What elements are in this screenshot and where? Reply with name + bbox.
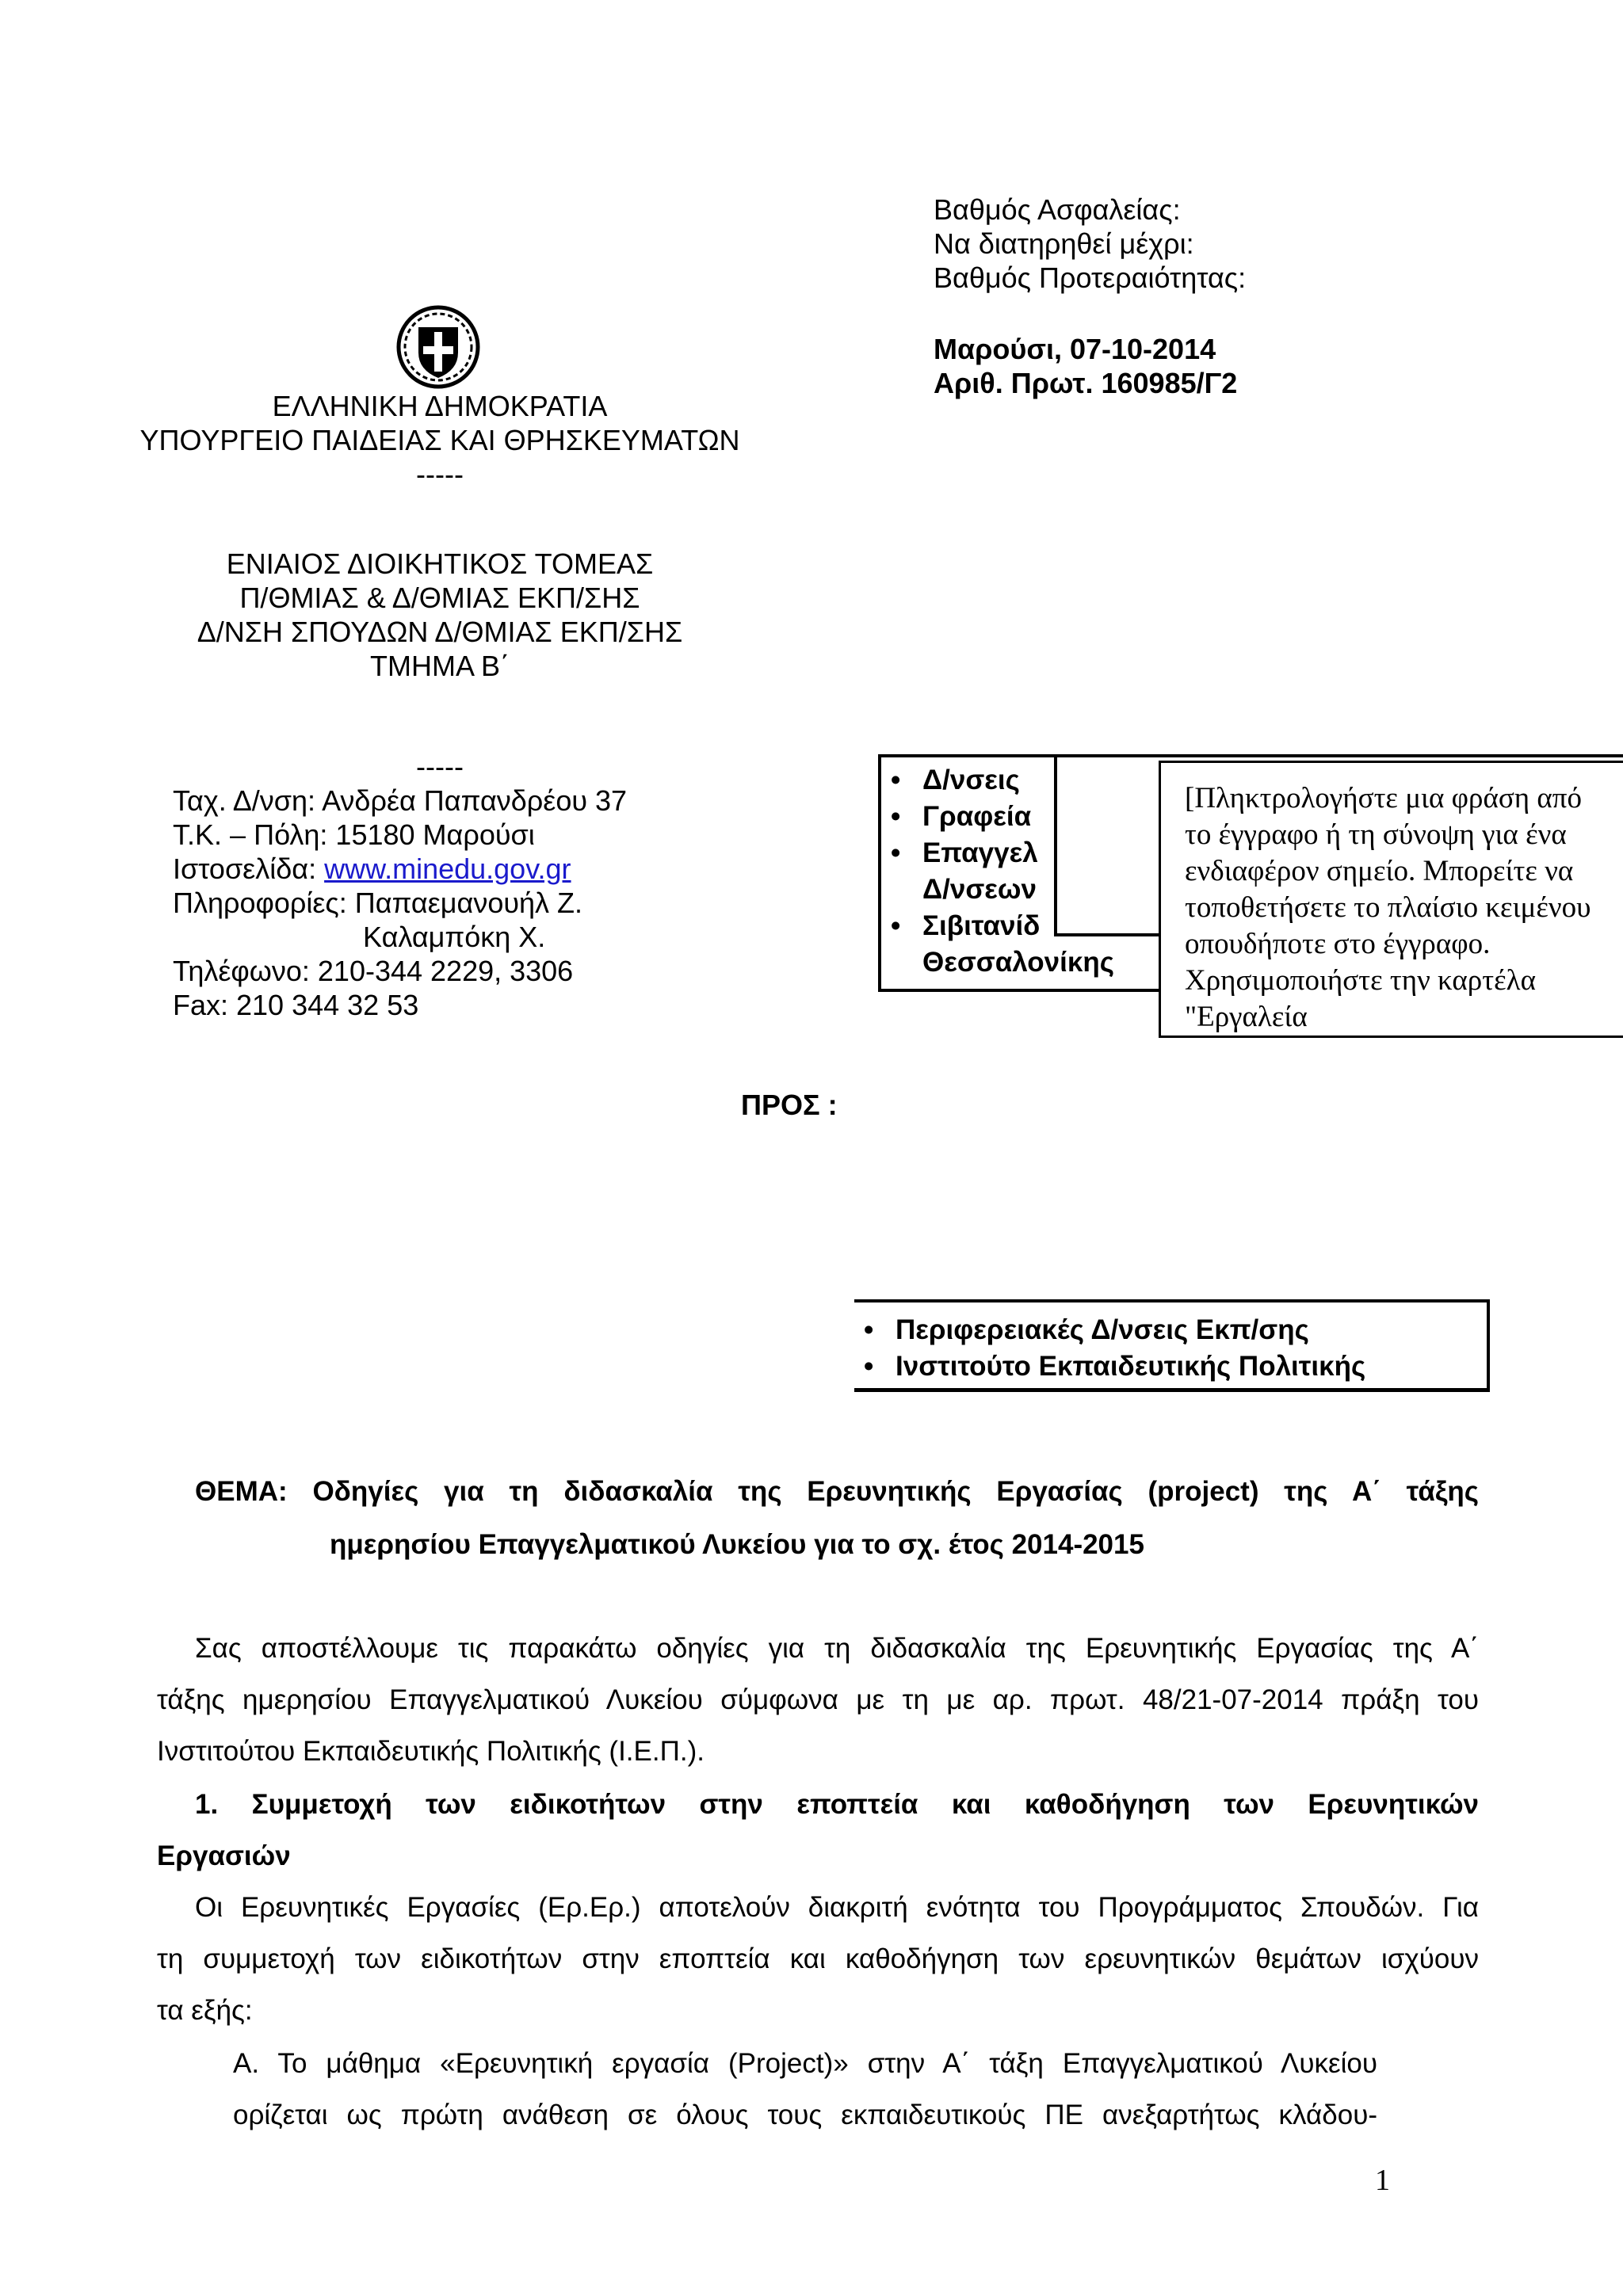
retain-until-label: Να διατηρηθεί μέχρι: xyxy=(934,227,1194,260)
contact-separator: ----- xyxy=(416,750,464,783)
greek-coat-of-arms-icon xyxy=(395,303,482,391)
issuer-header xyxy=(95,389,785,491)
contact-block xyxy=(173,784,627,1022)
recipient-item: • Επαγγελ Δ/νσεων xyxy=(881,835,1463,908)
fax-line: Fax: 210 344 32 53 xyxy=(173,989,419,1021)
website-label: Ιστοσελίδα: xyxy=(173,852,325,885)
postal-line: Τ.Κ. – Πόλη: 15180 Μαρούσι xyxy=(173,818,535,851)
intro-paragraph xyxy=(157,1632,1479,1787)
notify-box-bottom-border xyxy=(854,1388,1490,1392)
website-link[interactable]: www.minedu.gov.gr xyxy=(324,852,571,885)
republic-name: ΕΛΛΗΝΙΚΗ ΔΗΜΟΚΡΑΤΙΑ xyxy=(272,390,608,422)
para-line: Α. Το μάθημα «Ερευνητική εργασία (Project)» στην Α΄ τάξη Επαγγελματικού Λυκείου xyxy=(233,2048,1377,2079)
intro-line: Σας αποστέλλουμε τις παρακάτω οδηγίες για τη διδασκαλία της Ερευνητικής Εργασίας της Α΄ xyxy=(195,1633,1479,1664)
para-line: ορίζεται ως πρώτη ανάθεση σε όλους τους εκπαιδευτικούς ΠΕ ανεξαρτήτως κλάδου- xyxy=(233,2100,1377,2130)
intro-line: Ινστιτούτου Εκπαιδευτικής Πολιτικής (Ι.Ε.Π.). xyxy=(157,1736,705,1767)
subject-line-2: ημερησίου Επαγγελματικού Λυκείου για το σχ. έτος 2014-2015 xyxy=(330,1529,1144,1560)
notify-item: • Ινστιτούτο Εκπαιδευτικής Πολιτικής xyxy=(854,1348,1487,1385)
protocol-number: Αριθ. Πρωτ. 160985/Γ2 xyxy=(934,367,1238,399)
notify-item: • Περιφερειακές Δ/νσεις Εκπ/σης xyxy=(854,1312,1487,1348)
sector-line: ΤΜΗΜΑ Β΄ xyxy=(370,650,510,682)
website-line xyxy=(173,852,627,886)
header-separator: ----- xyxy=(416,458,464,490)
para-line: τα εξής: xyxy=(157,1995,253,2026)
recipient-item: • Σιβιτανίδ Θεσσαλονίκης xyxy=(881,908,1463,981)
sector-line: Δ/ΝΣΗ ΣΠΟΥΔΩΝ Δ/ΘΜΙΑΣ ΕΚΠ/ΣΗΣ xyxy=(197,616,683,648)
section-1-heading: 1. Συμμετοχή των ειδικοτήτων στην εποπτεία και καθοδήγηση των Ερευνητικών Εργασιών xyxy=(157,1789,1479,1871)
ministry-name: ΥΠΟΥΡΓΕΙΟ ΠΑΙΔΕΙΑΣ ΚΑΙ ΘΡΗΣΚΕΥΜΑΤΩΝ xyxy=(139,424,740,456)
date-protocol-block xyxy=(934,332,1237,400)
item-a-paragraph xyxy=(233,2047,1377,2150)
para-line: Οι Ερευνητικές Εργασίες (Ερ.Ερ.) αποτελούν διακριτή ενότητα του Προγράμματος Σπουδών. Για xyxy=(195,1892,1479,1923)
recipient-item: • Γραφεία xyxy=(881,799,1463,835)
subject-line-1: ΘΕΜΑ: Οδηγίες για τη διδασκαλία της Ερευνητικής Εργασίας (project) της Α΄ τάξης xyxy=(195,1476,1479,1507)
phone-line: Τηλέφωνο: 210-344 2229, 3306 xyxy=(173,955,574,987)
pull-quote-textbox[interactable] xyxy=(1159,761,1623,1038)
address-line: Ταχ. Δ/νση: Ανδρέα Παπανδρέου 37 xyxy=(173,784,628,817)
priority-label: Βαθμός Προτεραιότητας: xyxy=(934,261,1247,294)
to-label: ΠΡΟΣ : xyxy=(741,1089,838,1121)
info-line-2: Καλαμπόκη Χ. xyxy=(363,921,546,953)
date-line: Μαρούσι, 07-10-2014 xyxy=(934,333,1216,365)
notify-box xyxy=(854,1299,1490,1391)
intro-line: τάξης ημερησίου Επαγγελματικού Λυκείου σύμφωνα με τη με αρ. πρωτ. 48/21-07-2014 πράξη του xyxy=(157,1684,1479,1715)
para-line: τη συμμετοχή των ειδικοτήτων στην εποπτεία και καθοδήγηση των ερευνητικών θεμάτων ισχύουν xyxy=(157,1943,1479,1974)
security-classification-label: Βαθμός Ασφαλείας: xyxy=(934,193,1181,226)
sector-line: Π/ΘΜΙΑΣ & Δ/ΘΜΙΑΣ ΕΚΠ/ΣΗΣ xyxy=(239,582,640,614)
sector-line: ΕΝΙΑΙΟΣ ΔΙΟΙΚΗΤΙΚΟΣ ΤΟΜΕΑΣ xyxy=(226,547,654,580)
page-number: 1 xyxy=(1375,2164,1390,2197)
info-line: Πληροφορίες: Παπαεμανουήλ Ζ. xyxy=(173,887,583,919)
sector-block xyxy=(95,547,785,683)
section-1-paragraph xyxy=(157,1891,1479,2046)
security-block xyxy=(934,193,1246,295)
recipient-item: • Δ/νσεις xyxy=(881,762,1463,799)
pull-quote-placeholder: [Πληκτρολογήστε μια φράση από το έγγραφο ή τη σύνοψη για ένα ενδιαφέρον σημείο. Μπορείτε να τοποθετήσετε το πλαίσιο κειμένου οπουδήποτε στο έγγραφο. Χρησιμοποιήστε την καρτέλα "Εργαλεία xyxy=(1185,782,1591,1033)
